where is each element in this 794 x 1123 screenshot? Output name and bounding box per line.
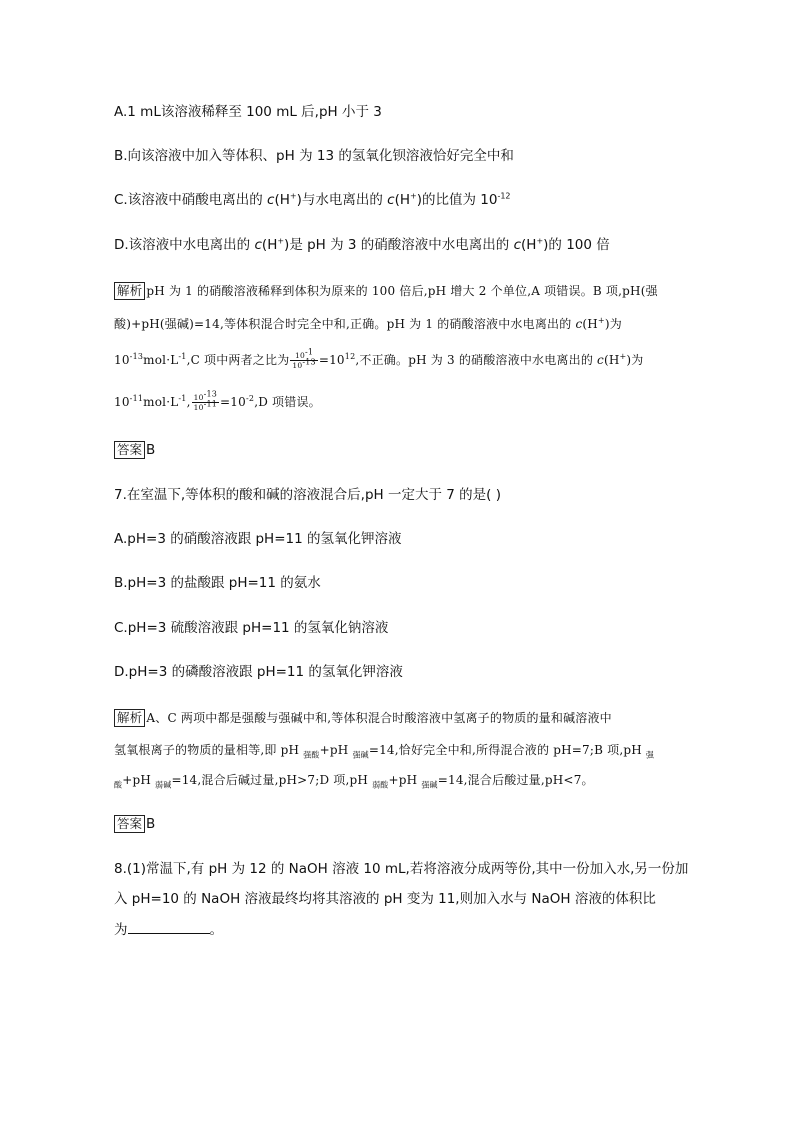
q7-option-b: B.pH=3 的盐酸跟 pH=11 的氨水 (114, 575, 321, 591)
q8-line-3: 为 。 (114, 919, 223, 940)
q7-option-c: C.pH=3 硫酸溶液跟 pH=11 的氢氧化钠溶液 (114, 620, 389, 636)
fraction: $\frac{10^{-1}}{10^{-13}}$ (292, 347, 316, 370)
q7-stem: 7.在室温下,等体积的酸和碱的溶液混合后,pH 一定大于 7 的是( ) (114, 487, 501, 503)
analysis-tag: 解析 (114, 709, 145, 727)
q6-analysis-line-4: $10^{-11}mol\cdot L^{-1}$, $\frac{10^{-13}}{10^{-11}}$ $=10^{-2},D$ 项错误。 (114, 389, 321, 412)
q8-line-1: 8.(1)常温下,有 pH 为 12 的 NaOH 溶液 10 mL,若将溶液分成两等份,其中一份加入水,另一份加 (114, 861, 689, 877)
fraction: $\frac{10^{-13}}{10^{-11}}$ (193, 389, 218, 412)
q6-option-b: B.向该溶液中加入等体积、pH 为 13 的氢氧化钡溶液恰好完全中和 (114, 148, 514, 164)
q7-option-d: D.pH=3 的磷酸溶液跟 pH=11 的氢氧化钾溶液 (114, 664, 403, 680)
q6-analysis-line-3: $10^{-13}mol\cdot L^{-1},C$ 项中两者之比为 $\frac{10^{-1}}{10^{-13}}$ $=10^{12}$,不正确。pH 为 3 的硝酸溶液中水电离出的 c(H+)为 (114, 347, 644, 370)
q8-line-2: 入 pH=10 的 NaOH 溶液最终均将其溶液的 pH 变为 11,则加入水与 NaOH 溶液的体积比 (114, 891, 656, 907)
answer-tag: 答案 (114, 815, 145, 833)
answer-tag: 答案 (114, 441, 145, 459)
q6-analysis-line-2: 酸)+pH(强碱)=14,等体积混合时完全中和,正确。pH 为 1 的硝酸溶液中水电离出的 c(H+)为 (114, 316, 622, 331)
analysis-tag: 解析 (114, 282, 145, 300)
q7-analysis-line-3: $_酸$+pH $_{弱碱}$=14,混合后碱过量,pH>7;D 项,pH $_{弱酸}$+pH $_{强碱}$=14,混合后酸过量,pH<7。 (114, 773, 594, 790)
q7-analysis-line-1: 解析 A、C 两项中都是强酸与强碱中和,等体积混合时酸溶液中氢离子的物质的量和碱溶液中 (114, 708, 612, 728)
q6-analysis-line-1: 解析 pH 为 1 的硝酸溶液稀释到体积为原来的 100 倍后,pH 增大 2 个单位,A 项错误。B 项,pH(强 (114, 281, 658, 301)
q6-option-a: A.1 mL该溶液稀释至 100 mL 后,pH 小于 3 (114, 104, 382, 120)
q7-option-a: A.pH=3 的硝酸溶液跟 pH=11 的氢氧化钾溶液 (114, 531, 402, 547)
q6-option-c: C.该溶液中硝酸电离出的 c(H+)与水电离出的 c(H+)的比值为 $10^{-12}$ (114, 191, 511, 208)
answer-blank[interactable] (128, 919, 210, 934)
q6-option-d: D.该溶液中水电离出的 c(H+)是 pH 为 3 的硝酸溶液中水电离出的 c(H+)的 100 倍 (114, 236, 610, 253)
q7-analysis-line-2: 氢氧根离子的物质的量相等,即 pH $_{强酸}$+pH $_{强碱}$=14,恰好完全中和,所得混合液的 pH=7;B 项,pH $_强$ (114, 743, 655, 760)
q6-answer: 答案 B (114, 440, 155, 460)
q7-answer: 答案 B (114, 814, 155, 834)
